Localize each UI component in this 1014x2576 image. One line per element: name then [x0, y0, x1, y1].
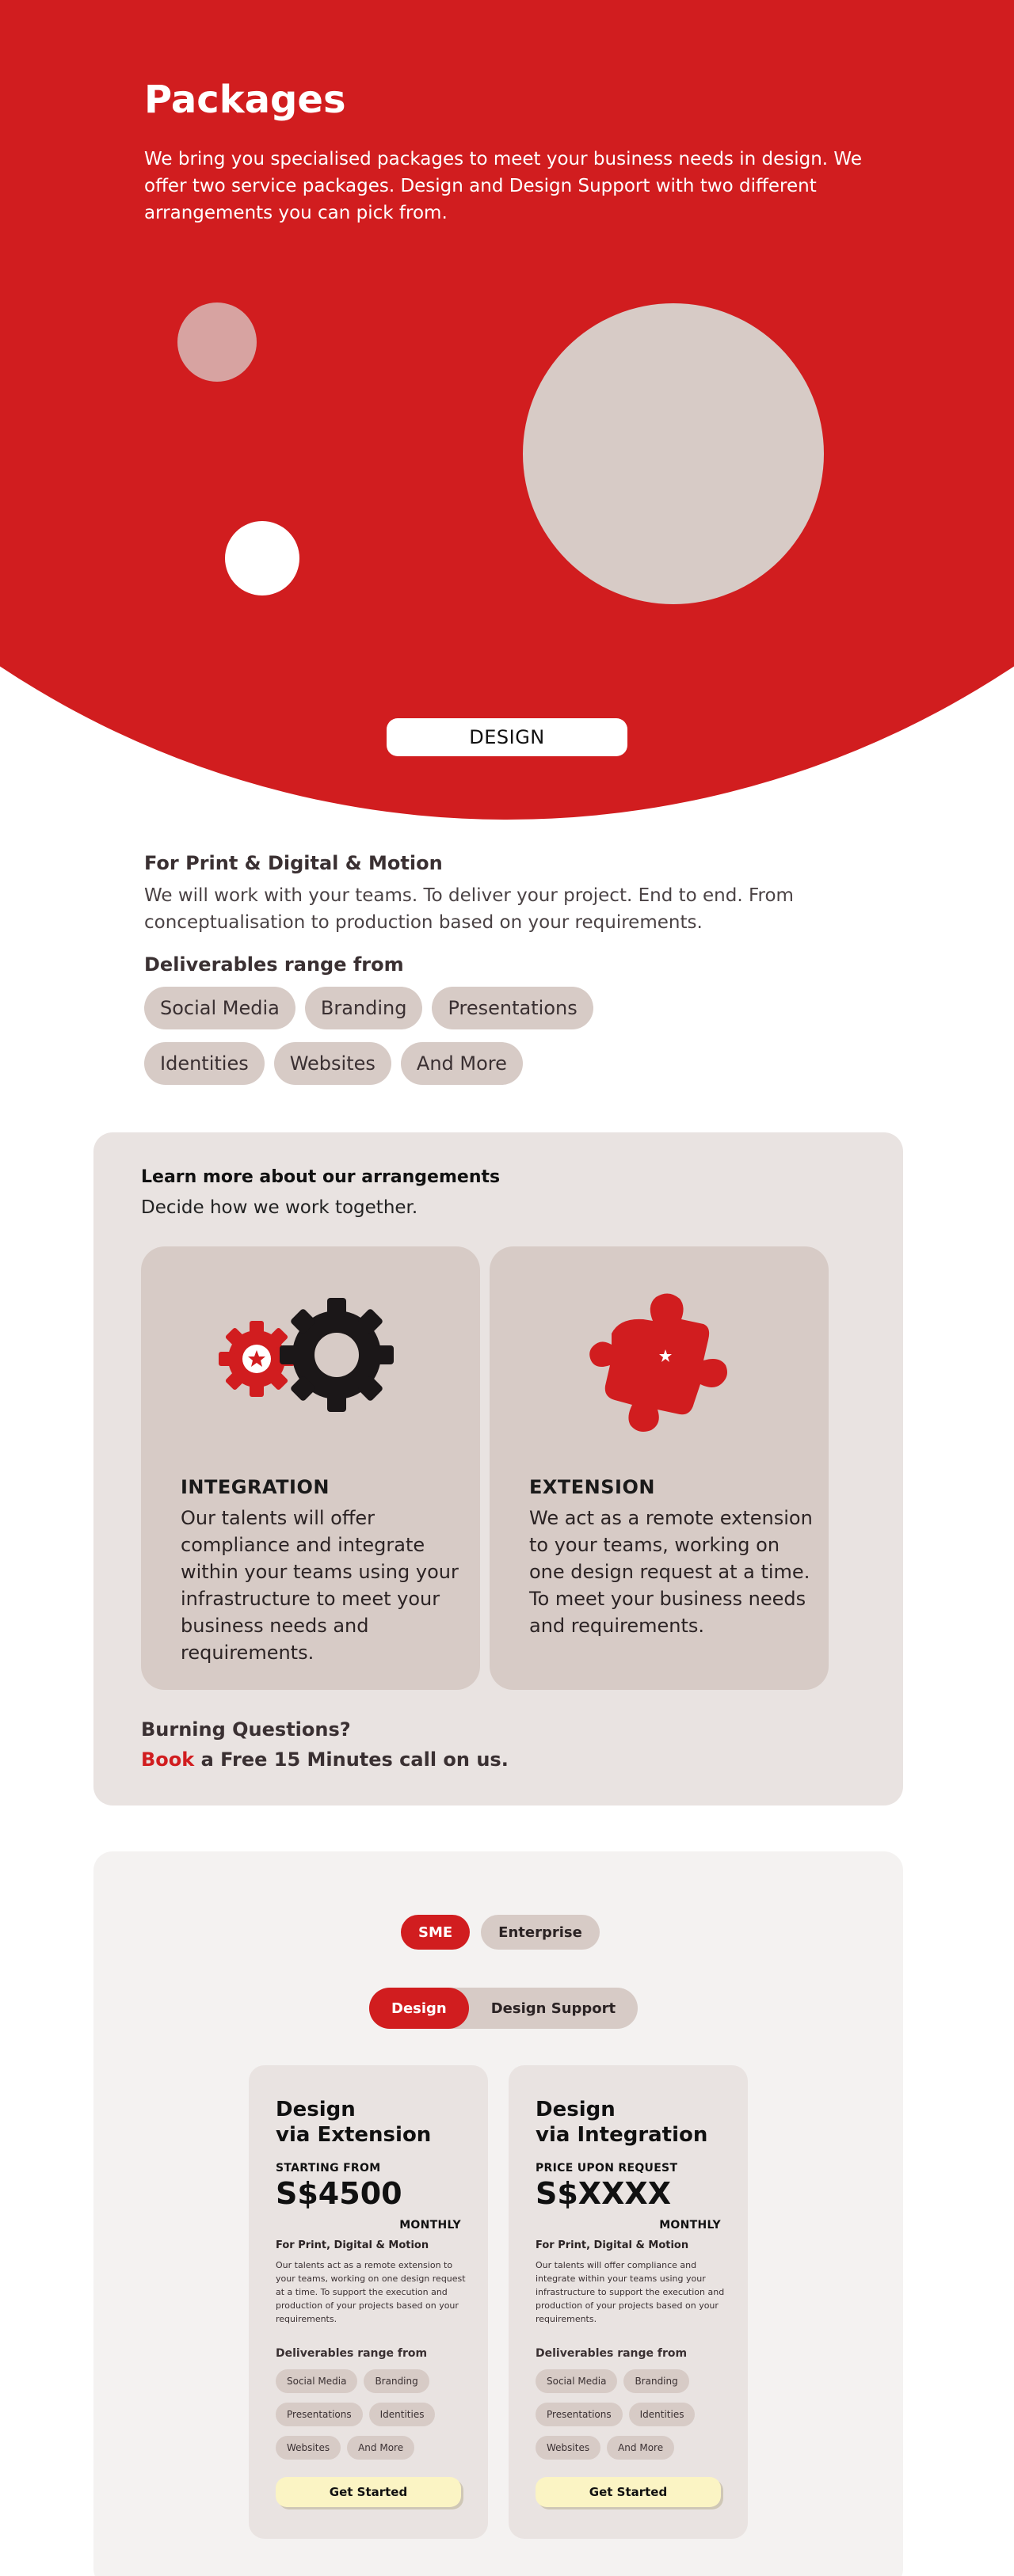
deliverable-tag: Presentations [536, 2403, 623, 2426]
design-info-text: We will work with your teams. To deliver your project. End to end. From conceptualisation to production based on your requirements. [144, 885, 794, 933]
pricing-section [93, 1851, 903, 2576]
pricing-card-description: Our talents act as a remote extension to your teams, working on one design request at a time. To support the execution and production of your projects based on your requirements. [276, 2260, 466, 2324]
puzzle-piece-icon [564, 1278, 754, 1436]
pricing-card-deliverables-title: Deliverables range from [536, 2347, 688, 2360]
price-period: MONTHLY [659, 2219, 721, 2232]
pricing-card-title-line2: via Integration [536, 2123, 708, 2147]
arrangements-subtitle: Decide how we work together. [141, 1197, 418, 1218]
integration-title: INTEGRATION [181, 1476, 330, 1498]
integration-card [141, 1246, 480, 1690]
deliverable-tag: Websites [536, 2436, 600, 2460]
design-tab-button[interactable]: DESIGN [387, 718, 627, 756]
enterprise-toggle-button[interactable]: Enterprise [481, 1915, 600, 1950]
deliverable-tag: Branding [364, 2369, 429, 2393]
pricing-card-title-line1: Design [276, 2098, 356, 2121]
pricing-card-tags [276, 2369, 474, 2460]
deliverable-tag: Websites [276, 2436, 341, 2460]
arrangements-section [93, 1132, 903, 1805]
hero-section [0, 0, 1014, 824]
page-title: Packages [144, 78, 346, 122]
service-type-toggle [369, 1988, 638, 2029]
deliverable-tag: Social Media [144, 987, 295, 1029]
burning-questions-heading: Burning Questions? [141, 1718, 351, 1741]
price-period: MONTHLY [399, 2219, 461, 2232]
hero-decor-circle-small [177, 302, 257, 382]
book-call-line [141, 1748, 509, 1771]
deliverable-tag: Websites [274, 1042, 391, 1085]
deliverable-tag: And More [607, 2436, 674, 2460]
book-call-text: a Free 15 Minutes call on us. [194, 1748, 509, 1771]
hero-background [0, 0, 1014, 824]
pricing-card-description: Our talents will offer compliance and integrate within your teams using your infrastructure to support the execution and production of your projects based on your requirements. [536, 2260, 725, 2324]
deliverable-tag: Identities [629, 2403, 696, 2426]
deliverables-title: Deliverables range from [144, 953, 404, 976]
pricing-card-scope: For Print, Digital & Motion [276, 2239, 429, 2251]
hero-decor-circle-white [225, 521, 299, 595]
pricing-card-scope: For Print, Digital & Motion [536, 2239, 689, 2251]
pricing-card-deliverables-title: Deliverables range from [276, 2347, 428, 2360]
deliverable-tag: And More [347, 2436, 414, 2460]
extension-title: EXTENSION [529, 1476, 655, 1498]
deliverable-tag: Presentations [276, 2403, 363, 2426]
arrangements-title: Learn more about our arrangements [141, 1167, 501, 1187]
design-support-toggle-button[interactable]: Design Support [469, 1988, 638, 2029]
pricing-card-title [276, 2097, 474, 2148]
deliverables-tags [144, 987, 699, 1085]
design-info-subtitle: For Print & Digital & Motion [144, 852, 443, 874]
price-value: S$4500 [276, 2176, 402, 2211]
deliverable-tag: Social Media [276, 2369, 357, 2393]
pricing-card-title-line1: Design [536, 2098, 616, 2121]
deliverable-tag: Presentations [432, 987, 593, 1029]
deliverable-tag: Identities [369, 2403, 436, 2426]
price-label: STARTING FROM [276, 2162, 381, 2175]
deliverable-tag: Identities [144, 1042, 265, 1085]
hero-decor-circle-large [523, 303, 824, 604]
gears-icon [215, 1278, 406, 1436]
design-info-section [144, 852, 905, 1085]
pricing-card-title-line2: via Extension [276, 2123, 432, 2147]
deliverable-tag: Branding [623, 2369, 688, 2393]
hero-description: We bring you specialised packages to meet your business needs in design. We offer two service packages. Design and Design Support with two different arrangements you can pick from. [144, 149, 862, 223]
extension-text: We act as a remote extension to your teams, working on one design request at a time. To meet your business needs and requirements. [529, 1507, 813, 1637]
price-value: S$XXXX [536, 2176, 671, 2211]
deliverable-tag: And More [401, 1042, 523, 1085]
pricing-card-tags [536, 2369, 734, 2460]
sme-toggle-button[interactable]: SME [401, 1915, 470, 1950]
book-link[interactable]: Book [141, 1748, 195, 1771]
price-label: PRICE UPON REQUEST [536, 2162, 678, 2175]
pricing-card-extension [249, 2065, 488, 2539]
deliverable-tag: Social Media [536, 2369, 617, 2393]
hero-red-circle [0, 0, 1014, 820]
extension-card [490, 1246, 829, 1690]
get-started-button[interactable]: Get Started [276, 2477, 461, 2507]
pricing-card-integration [509, 2065, 748, 2539]
customer-type-toggle [401, 1915, 600, 1950]
integration-text: Our talents will offer compliance and integrate within your teams using your infrastructure to meet your business needs and requirements. [181, 1507, 459, 1664]
deliverable-tag: Branding [305, 987, 423, 1029]
get-started-button[interactable]: Get Started [536, 2477, 721, 2507]
design-toggle-button[interactable]: Design [369, 1988, 469, 2029]
pricing-card-title [536, 2097, 734, 2148]
